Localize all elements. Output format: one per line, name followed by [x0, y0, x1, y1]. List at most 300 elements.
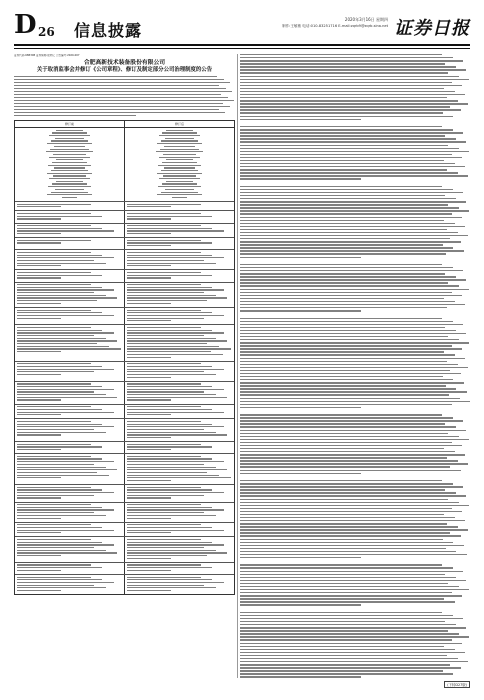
text-line — [240, 60, 463, 61]
text-line — [17, 300, 97, 301]
text-line — [127, 437, 171, 438]
text-line — [240, 336, 448, 337]
text-line — [127, 371, 204, 372]
text-line — [240, 154, 452, 155]
table-row — [15, 250, 234, 270]
text-line — [240, 85, 462, 86]
text-line — [240, 141, 466, 142]
right-column — [240, 54, 470, 678]
text-line — [240, 109, 461, 110]
text-line — [240, 178, 361, 179]
text-line — [127, 567, 212, 568]
text-line — [240, 354, 455, 355]
text-line — [240, 520, 465, 521]
text-line — [127, 524, 201, 525]
text-line — [17, 277, 61, 278]
text-line — [240, 333, 466, 334]
text-line — [17, 539, 91, 540]
text-line — [127, 406, 201, 407]
text-line — [240, 649, 455, 650]
text-line — [127, 383, 201, 384]
text-line — [52, 162, 87, 163]
text-line — [240, 633, 459, 634]
table-cell-after — [124, 523, 234, 537]
text-line — [240, 79, 469, 80]
text-line — [14, 76, 217, 77]
text-line — [17, 338, 106, 339]
text-line — [240, 94, 465, 95]
text-line — [17, 332, 114, 333]
section-title: 信息披露 — [74, 21, 143, 40]
text-line — [240, 398, 460, 399]
text-line — [17, 512, 94, 513]
header-rule — [14, 44, 470, 46]
text-line — [240, 318, 442, 319]
text-line — [240, 473, 361, 474]
text-line — [240, 514, 444, 515]
text-line — [240, 192, 463, 193]
text-line — [17, 399, 61, 400]
text-line — [127, 297, 227, 298]
table-row — [15, 325, 234, 361]
text-line — [17, 263, 106, 264]
text-line — [240, 361, 447, 362]
table-cell-after — [124, 283, 234, 308]
text-block — [240, 414, 470, 474]
text-line — [240, 186, 442, 187]
text-line — [240, 639, 452, 640]
text-line — [240, 273, 445, 274]
text-line — [47, 173, 93, 174]
text-line — [17, 412, 114, 413]
text-line — [158, 186, 200, 187]
text-line — [240, 652, 465, 653]
text-line — [240, 116, 453, 117]
text-line — [127, 518, 171, 519]
text-line — [127, 284, 201, 285]
text-block — [240, 186, 470, 258]
text-line — [17, 374, 61, 375]
text-block — [240, 480, 470, 558]
text-line — [17, 461, 114, 462]
text-line — [17, 579, 102, 580]
text-line — [127, 377, 171, 378]
text-line — [240, 589, 469, 590]
text-line — [240, 511, 462, 512]
table-cell-after — [124, 454, 234, 484]
text-line — [240, 370, 450, 371]
text-line — [165, 138, 194, 139]
text-line — [127, 348, 231, 349]
text-line — [164, 167, 194, 168]
text-line — [127, 582, 224, 583]
text-line — [161, 170, 199, 171]
table-row — [15, 442, 234, 454]
text-line — [17, 295, 106, 296]
text-line — [17, 346, 109, 347]
table-cell-before — [15, 224, 124, 238]
text-line — [17, 383, 91, 384]
text-block — [240, 318, 470, 409]
table-cell-before — [15, 362, 124, 381]
text-line — [240, 163, 455, 164]
table-header-before: 修订前 — [64, 122, 74, 127]
text-line — [17, 391, 94, 392]
table-row — [15, 308, 234, 325]
text-line — [17, 532, 61, 533]
text-line — [160, 149, 199, 150]
table-row — [15, 362, 234, 382]
text-line — [240, 414, 442, 415]
text-line — [17, 297, 117, 298]
table-cell-before — [15, 283, 124, 308]
text-line — [127, 369, 224, 370]
text-line — [127, 272, 201, 273]
table-cell-before — [15, 485, 124, 501]
text-line — [127, 449, 171, 450]
text-line — [240, 220, 444, 221]
text-line — [240, 129, 453, 130]
table-row — [15, 283, 234, 309]
text-line — [127, 424, 212, 425]
text-line — [46, 151, 92, 152]
text-line — [240, 100, 458, 101]
table-cell-before — [15, 270, 124, 281]
text-line — [127, 464, 204, 465]
notice-intro-text — [14, 76, 235, 116]
text-line — [240, 223, 455, 224]
text-line — [17, 204, 91, 205]
text-line — [17, 340, 117, 341]
text-line — [240, 457, 447, 458]
text-line — [127, 312, 212, 313]
text-line — [127, 225, 201, 226]
table-cell-after — [124, 238, 234, 249]
text-line — [240, 542, 453, 543]
text-line — [17, 564, 91, 565]
text-line — [127, 469, 227, 470]
text-line — [47, 194, 92, 195]
text-line — [240, 391, 467, 392]
text-line — [17, 495, 94, 496]
text-line — [54, 146, 85, 147]
table-cell-after — [124, 485, 234, 501]
text-line — [166, 181, 193, 182]
text-line — [240, 250, 464, 251]
text-line — [240, 267, 453, 268]
text-line — [14, 94, 221, 95]
text-line — [14, 103, 223, 104]
text-line — [127, 213, 201, 214]
text-line — [240, 348, 462, 349]
table-row — [15, 211, 234, 223]
text-line — [240, 282, 448, 283]
text-line — [240, 407, 361, 408]
text-line — [240, 646, 444, 647]
text-line — [166, 130, 192, 131]
text-line — [240, 241, 461, 242]
text-line — [17, 386, 102, 387]
header-rule-thin — [14, 48, 470, 49]
text-line — [240, 198, 456, 199]
text-line — [240, 298, 444, 299]
text-line — [240, 517, 455, 518]
text-line — [127, 260, 204, 261]
text-line — [127, 421, 201, 422]
text-line — [17, 467, 106, 468]
text-line — [17, 426, 114, 427]
text-line — [127, 458, 212, 459]
text-line — [49, 135, 91, 136]
text-line — [17, 590, 61, 591]
text-line — [48, 186, 90, 187]
text-line — [17, 218, 61, 219]
text-block — [240, 564, 470, 605]
text-line — [17, 464, 94, 465]
text-line — [17, 530, 114, 531]
text-line — [17, 351, 61, 352]
table-cell-before — [15, 575, 124, 594]
text-line — [127, 228, 212, 229]
text-line — [240, 436, 459, 437]
text-line — [17, 213, 91, 214]
text-line — [127, 414, 171, 415]
text-line — [17, 287, 102, 288]
text-line — [127, 310, 201, 311]
text-line — [240, 232, 458, 233]
text-line — [240, 445, 462, 446]
text-line — [127, 399, 171, 400]
text-line — [240, 82, 452, 83]
text-line — [164, 146, 195, 147]
text-line — [240, 529, 468, 530]
text-line — [240, 207, 459, 208]
text-line — [162, 162, 197, 163]
text-line — [127, 300, 207, 301]
text-line — [240, 289, 469, 290]
text-line — [240, 618, 463, 619]
text-line — [17, 366, 102, 367]
text-line — [240, 548, 446, 549]
text-line — [240, 189, 453, 190]
text-line — [17, 555, 61, 556]
text-line — [17, 265, 61, 266]
text-line — [127, 527, 212, 528]
text-line — [17, 406, 91, 407]
text-line — [240, 213, 452, 214]
text-line — [240, 595, 462, 596]
table-cell-after — [124, 308, 234, 324]
text-line — [17, 432, 106, 433]
table-row — [15, 575, 234, 594]
text-line — [127, 391, 204, 392]
text-line — [17, 507, 102, 508]
text-line — [240, 486, 463, 487]
text-line — [159, 157, 200, 158]
text-line — [127, 230, 224, 231]
text-line — [240, 592, 452, 593]
text-line — [127, 295, 216, 296]
text-block — [240, 54, 470, 120]
text-line — [127, 475, 219, 476]
text-line — [240, 423, 445, 424]
text-line — [17, 497, 61, 498]
text-line — [127, 245, 171, 246]
page-number: 26 — [38, 25, 55, 39]
text-line — [17, 397, 117, 398]
text-line — [14, 109, 219, 110]
text-line — [240, 91, 455, 92]
text-line — [17, 240, 91, 241]
text-line — [127, 252, 201, 253]
text-line — [240, 454, 465, 455]
text-line — [17, 552, 117, 553]
text-line — [240, 342, 469, 343]
text-line — [127, 547, 204, 548]
text-line — [240, 499, 448, 500]
text-line — [17, 544, 114, 545]
text-line — [240, 433, 448, 434]
text-line — [127, 277, 171, 278]
text-line — [127, 275, 212, 276]
text-line — [240, 57, 453, 58]
text-line — [127, 292, 204, 293]
text-line — [240, 166, 465, 167]
text-line — [127, 409, 212, 410]
notice-meta: 证券代码:688308 证券简称:欧科亿 公告编号:2020-007 — [14, 54, 80, 57]
text-line — [17, 434, 61, 435]
text-line — [127, 412, 224, 413]
text-line — [240, 439, 469, 440]
text-line — [240, 426, 456, 427]
text-line — [17, 469, 117, 470]
table-cell-before — [15, 523, 124, 537]
text-line — [127, 351, 211, 352]
text-line — [127, 585, 204, 586]
text-line — [127, 303, 171, 304]
text-line — [240, 404, 452, 405]
text-line — [240, 417, 453, 418]
text-line — [240, 557, 361, 558]
text-line — [240, 321, 453, 322]
table-cell-after — [124, 128, 234, 201]
text-line — [127, 570, 171, 571]
text-line — [127, 477, 231, 478]
text-line — [17, 327, 91, 328]
table-cell-after — [124, 419, 234, 441]
text-line — [14, 88, 226, 89]
text-line — [240, 535, 461, 536]
text-line — [17, 414, 61, 415]
text-line — [240, 276, 456, 277]
text-line — [127, 530, 224, 531]
page-letter: D — [14, 10, 37, 40]
text-line — [240, 310, 361, 311]
text-line — [240, 69, 466, 70]
text-line — [17, 504, 91, 505]
text-line — [51, 192, 88, 193]
text-line — [54, 167, 84, 168]
text-line — [17, 257, 114, 258]
left-column — [14, 54, 235, 678]
table-row — [15, 485, 234, 502]
text-line — [240, 247, 453, 248]
text-line — [240, 442, 452, 443]
text-line — [127, 456, 201, 457]
text-line — [127, 509, 224, 510]
table-cell-after — [124, 202, 234, 210]
text-line — [240, 132, 463, 133]
text-line — [53, 175, 85, 176]
text-line — [240, 135, 445, 136]
notice-subject: 关于取消监事会并修订《公司章程》、修订及制定部分公司治理制度的公告 — [36, 67, 213, 73]
text-line — [17, 312, 102, 313]
text-line — [127, 467, 216, 468]
text-line — [127, 206, 171, 207]
text-line — [127, 346, 219, 347]
text-line — [158, 165, 201, 166]
text-line — [127, 216, 212, 217]
text-line — [17, 348, 121, 349]
text-line — [240, 502, 459, 503]
text-line — [240, 430, 466, 431]
table-cell-before — [15, 211, 124, 222]
text-line — [240, 466, 450, 467]
text-line — [127, 218, 171, 219]
text-line — [127, 579, 212, 580]
table-cell-before — [15, 308, 124, 324]
text-line — [127, 332, 224, 333]
table-cell-before — [15, 419, 124, 441]
text-line — [127, 354, 223, 355]
text-line — [17, 585, 94, 586]
text-line — [240, 655, 447, 656]
text-line — [240, 54, 442, 55]
text-line — [14, 82, 230, 83]
text-line — [240, 636, 469, 637]
text-line — [17, 577, 91, 578]
text-line — [240, 667, 461, 668]
text-line — [240, 217, 462, 218]
text-line — [127, 327, 201, 328]
table-cell-after — [124, 224, 234, 238]
text-line — [240, 526, 458, 527]
text-line — [240, 401, 470, 402]
text-line — [17, 260, 94, 261]
table-header-after: 修订后 — [124, 121, 234, 127]
text-line — [240, 324, 463, 325]
text-line — [240, 226, 465, 227]
text-block — [240, 612, 470, 678]
text-line — [240, 364, 458, 365]
continued-tag: (下转D27版) — [444, 681, 470, 688]
text-line — [240, 151, 469, 152]
issue-date: 2020年3月16日 星期四 — [344, 17, 388, 22]
table-cell-before — [15, 563, 124, 574]
text-line — [157, 194, 202, 195]
text-line — [17, 515, 106, 516]
text-line — [17, 547, 94, 548]
text-line — [17, 228, 102, 229]
text-line — [240, 564, 442, 565]
text-line — [240, 664, 450, 665]
text-line — [127, 240, 201, 241]
text-line — [240, 76, 459, 77]
text-line — [157, 173, 203, 174]
text-line — [17, 394, 106, 395]
text-line — [240, 238, 450, 239]
text-line — [240, 175, 468, 176]
